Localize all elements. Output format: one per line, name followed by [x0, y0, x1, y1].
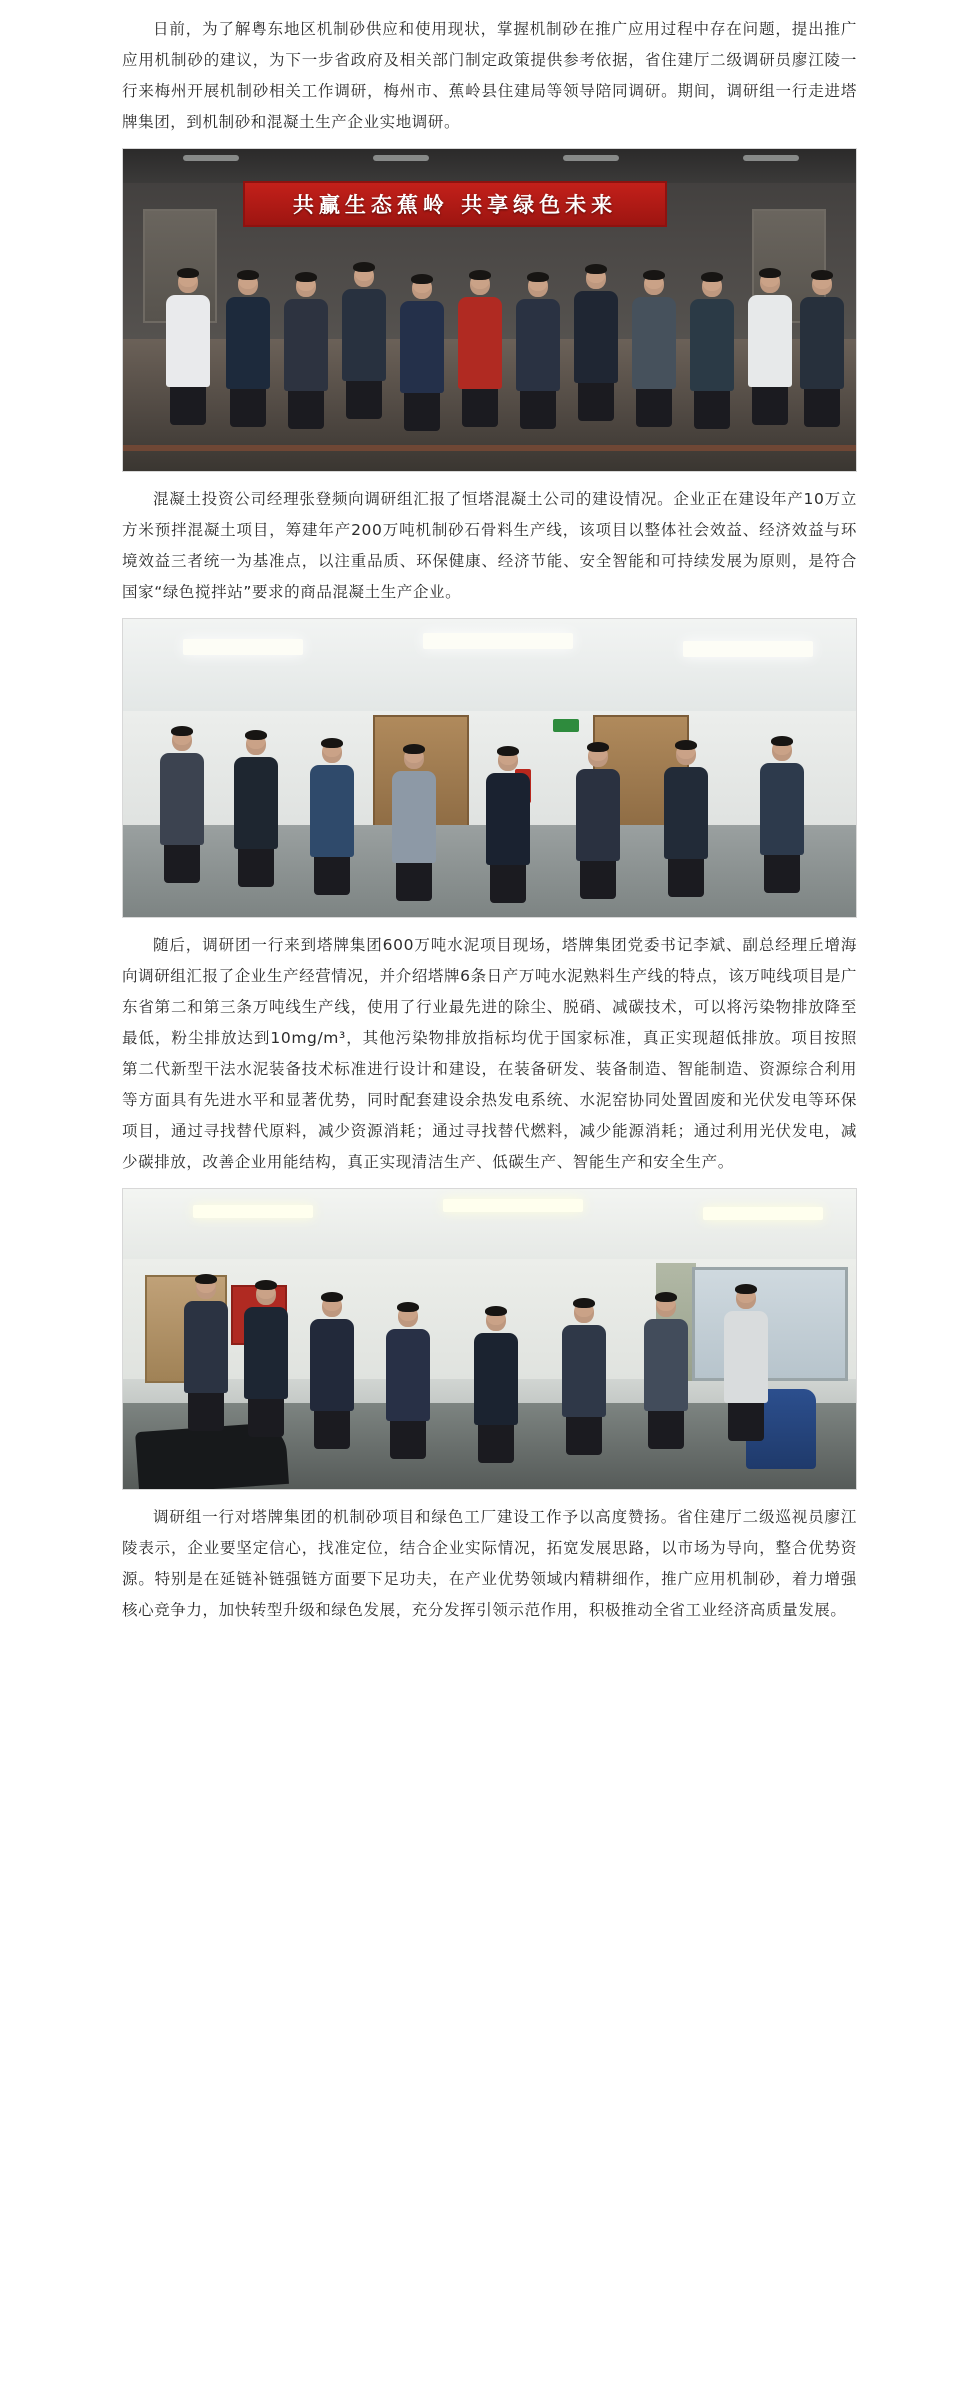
- person: [243, 1283, 289, 1437]
- person: [165, 271, 211, 425]
- photo1-lamp: [563, 155, 619, 161]
- figure-office-visit: [122, 1188, 857, 1490]
- photo3-light-panel: [193, 1205, 313, 1218]
- person: [747, 271, 793, 425]
- person: [515, 275, 561, 429]
- paragraph-4: 调研组一行对塔牌集团的机制砂项目和绿色工厂建设工作予以高度赞扬。省住建厅二级巡视员廖江陵表示，企业要坚定信心，找准定位，结合企业实际情况，拓宽发展思路，以市场为导向，整合优势资源。特别是在延链补链强链方面要下足功夫，在产业优势领域内精耕细作，推广应用机制砂，着力增强核心竞争力，加快转型升级和绿色发展，充分发挥引领示范作用，积极推动全省工业经济高质量发展。: [122, 1508, 857, 1619]
- person: [309, 1295, 355, 1449]
- person: [183, 1277, 229, 1431]
- person: [799, 273, 845, 427]
- person: [473, 1309, 519, 1463]
- exit-sign-icon: [553, 719, 579, 732]
- photo3-light-panel: [703, 1207, 823, 1220]
- photo2-light-panel: [423, 633, 573, 649]
- photo1-lamp: [743, 155, 799, 161]
- person: [385, 1305, 431, 1459]
- photo2-light-panel: [683, 641, 813, 657]
- photo3-light-panel: [443, 1199, 583, 1212]
- person: [283, 275, 329, 429]
- person: [723, 1287, 769, 1441]
- person: [573, 267, 619, 421]
- person: [689, 275, 735, 429]
- red-banner-text: 共赢生态蕉岭 共享绿色未来: [243, 181, 667, 227]
- paragraph-1: 日前，为了解粤东地区机制砂供应和使用现状，掌握机制砂在推广应用过程中存在问题，提出推广应用机制砂的建议，为下一步省政府及相关部门制定政策提供参考依据，省住建厅二级调研员廖江陵一行来梅州开展机制砂相关工作调研，梅州市、蕉岭县住建局等领导陪同调研。期间，调研组一行走进塔牌集团，到机制砂和混凝土生产企业实地调研。: [122, 20, 857, 131]
- person: [399, 277, 445, 431]
- paragraph-2: 混凝土投资公司经理张登频向调研组汇报了恒塔混凝土公司的建设情况。企业正在建设年产10万立方米预拌混凝土项目，筹建年产200万吨机制砂石骨料生产线，该项目以整体社会效益、经济效益与环境效益三者统一为基准点，以注重品质、环保健康、经济节能、安全智能和可持续发展为原则，是符合国家“绿色搅拌站”要求的商品混凝土生产企业。: [122, 490, 857, 601]
- person: [341, 265, 387, 419]
- person: [391, 747, 437, 901]
- person: [457, 273, 503, 427]
- person: [225, 273, 271, 427]
- person: [159, 729, 205, 883]
- person: [309, 741, 355, 895]
- person: [561, 1301, 607, 1455]
- office-visit-photo: [123, 1189, 856, 1489]
- figure-group-photo-hall: [122, 148, 857, 472]
- person: [485, 749, 531, 903]
- group-photo-hall: [123, 149, 856, 471]
- photo1-lamp: [183, 155, 239, 161]
- person: [233, 733, 279, 887]
- photo3-window: [692, 1267, 848, 1381]
- figure-meeting-room: [122, 618, 857, 918]
- photo1-lamp: [373, 155, 429, 161]
- meeting-room-photo: [123, 619, 856, 917]
- photo1-floor-stripe: [123, 445, 856, 451]
- photo2-light-panel: [183, 639, 303, 655]
- person: [663, 743, 709, 897]
- person: [759, 739, 805, 893]
- person: [643, 1295, 689, 1449]
- person: [575, 745, 621, 899]
- paragraph-3: 随后，调研团一行来到塔牌集团600万吨水泥项目现场，塔牌集团党委书记李斌、副总经理丘增海向调研组汇报了企业生产经营情况，并介绍塔牌6条日产万吨水泥熟料生产线的特点，该万吨线项目是广东省第二和第三条万吨线生产线，使用了行业最先进的除尘、脱硝、减碳技术，可以将污染物排放降至最低，粉尘排放达到10mg/m³，其他污染物排放指标均优于国家标准，真正实现超低排放。项目按照第二代新型干法水泥装备技术标准进行设计和建设，在装备研发、装备制造、智能制造、资源综合利用等方面具有先进水平和显著优势，同时配套建设余热发电系统、水泥窑协同处置固废和光伏发电等环保项目，通过寻找替代原料，减少资源消耗；通过寻找替代燃料，减少能源消耗；通过利用光伏发电，减少碳排放，改善企业用能结构，真正实现清洁生产、低碳生产、智能生产和安全生产。: [122, 936, 857, 1171]
- person: [631, 273, 677, 427]
